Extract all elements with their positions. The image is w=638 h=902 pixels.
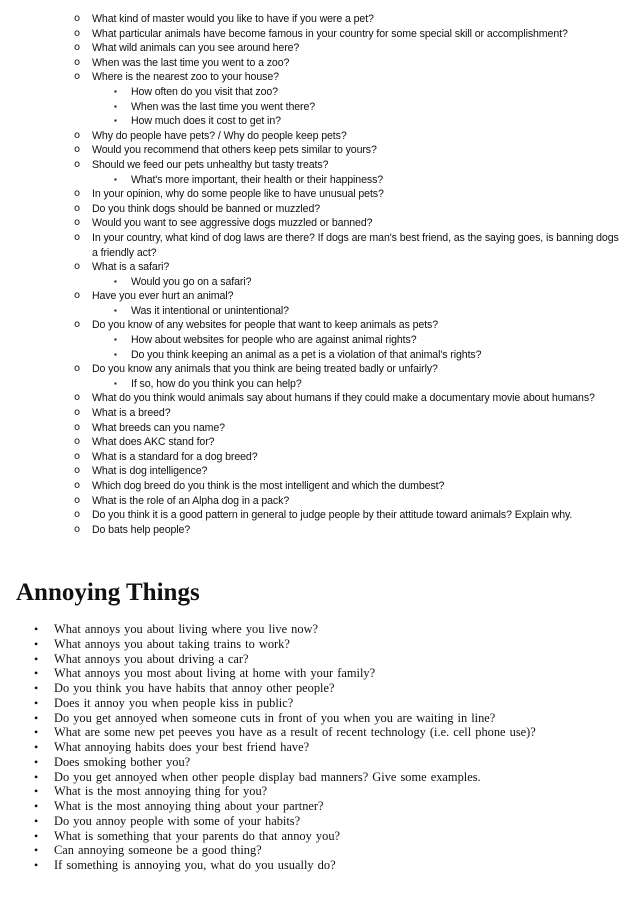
list-item <box>0 814 638 829</box>
dot-bullet-icon: • <box>34 784 39 799</box>
list-item <box>0 435 638 450</box>
annoying-question-text: What is something that your parents do that annoy you? <box>54 828 341 843</box>
question-text: In your opinion, why do some people like to have unusual pets? <box>92 188 384 201</box>
dot-bullet-icon: • <box>34 622 39 636</box>
dot-bullet-icon: • <box>34 710 39 725</box>
list-item <box>0 27 638 42</box>
square-bullet-icon: ▪ <box>114 378 117 388</box>
question-text: When was the last time you went to a zoo? <box>92 56 290 69</box>
dot-bullet-icon: • <box>34 813 39 828</box>
list-item <box>0 464 638 479</box>
list-item <box>0 143 638 158</box>
list-item <box>0 494 638 509</box>
question-list <box>0 12 638 537</box>
question-text: Should we feed our pets unhealthy but tasty treats? <box>92 158 329 171</box>
dot-bullet-icon: • <box>34 828 39 843</box>
list-item <box>0 696 638 711</box>
square-bullet-icon: ▪ <box>114 86 117 96</box>
circle-bullet-icon: o <box>74 158 81 170</box>
annoying-question-text: What is the most annoying thing about your partner? <box>54 799 324 813</box>
list-item <box>0 41 638 56</box>
question-text: Which dog breed do you think is the most intelligent and which the dumbest? <box>92 480 445 492</box>
list-item <box>0 622 638 637</box>
list-item <box>0 260 638 275</box>
sub-question-text: How about websites for people who are against animal rights? <box>131 334 417 347</box>
list-item <box>0 799 638 814</box>
list-item <box>0 523 638 538</box>
sub-question-text: Would you go on a safari? <box>131 275 252 288</box>
dot-bullet-icon: • <box>34 754 39 769</box>
sub-list-item <box>0 304 638 319</box>
list-item <box>0 12 638 27</box>
square-bullet-icon: ▪ <box>114 174 117 184</box>
square-bullet-icon: ▪ <box>114 349 117 359</box>
annoying-question-text: Does smoking bother you? <box>54 754 191 769</box>
question-text: What wild animals can you see around here? <box>92 42 300 55</box>
annoying-question-text: Does it annoy you when people kiss in public? <box>54 695 294 710</box>
sub-question-text: Was it intentional or unintentional? <box>131 304 289 317</box>
list-item <box>0 202 638 217</box>
question-text: Where is the nearest zoo to your house? <box>92 71 279 84</box>
dot-bullet-icon: • <box>34 740 39 754</box>
dot-bullet-icon: • <box>34 769 39 784</box>
question-text: What is a breed? <box>92 407 171 420</box>
question-text: What particular animals have become famous in your country for some special skill or accomplishment? <box>92 27 568 40</box>
annoying-question-text: Do you get annoyed when other people display bad manners? Give some examples. <box>54 769 481 784</box>
question-text: What kind of master would you like to have if you were a pet? <box>92 13 374 25</box>
annoying-question-text: What are some new pet peeves you have as a result of recent technology (i.e. cell phone use)? <box>54 725 536 740</box>
list-item <box>0 216 638 231</box>
annoying-question-text: Do you annoy people with some of your habits? <box>54 813 301 828</box>
sub-question-text: How much does it cost to get in? <box>131 115 281 128</box>
annoying-question-text: What is the most annoying thing for you? <box>54 784 268 799</box>
list-item <box>0 666 638 681</box>
circle-bullet-icon: o <box>74 363 81 375</box>
annoying-question-text: What annoying habits does your best friend have? <box>54 740 310 754</box>
list-item <box>0 858 638 873</box>
circle-bullet-icon: o <box>74 13 81 24</box>
sub-question-text: If so, how do you think you can help? <box>131 377 302 390</box>
list-item <box>0 652 638 667</box>
list-item <box>0 725 638 740</box>
dot-bullet-icon: • <box>34 666 39 681</box>
question-text: In your country, what kind of dog laws are there? If dogs are man's best friend, as the saying goes, is banning dogs a friendly act? <box>92 231 619 259</box>
sub-list-item <box>0 333 638 348</box>
sub-question-text: Do you think keeping an animal as a pet is a violation of that animal's rights? <box>131 348 482 361</box>
list-item <box>0 508 638 523</box>
question-text: Do bats help people? <box>92 523 191 536</box>
annoying-question-text: What annoys you most about living at home with your family? <box>54 666 376 681</box>
list-item <box>0 755 638 770</box>
list-item <box>0 362 638 377</box>
annoying-question-text: Do you think you have habits that annoy other people? <box>54 681 335 695</box>
question-text: Would you recommend that others keep pets similar to yours? <box>92 144 377 157</box>
sub-question-text: What's more important, their health or their happiness? <box>131 173 384 186</box>
list-item <box>0 406 638 421</box>
circle-bullet-icon: o <box>74 421 81 433</box>
circle-bullet-icon: o <box>74 217 81 229</box>
list-item <box>0 843 638 858</box>
dot-bullet-icon: • <box>34 799 39 813</box>
list-item <box>0 70 638 85</box>
question-text: Do you know any animals that you think are being treated badly or unfairly? <box>92 363 438 376</box>
list-item <box>0 637 638 652</box>
list-item <box>0 318 638 333</box>
dot-bullet-icon: • <box>34 695 39 710</box>
circle-bullet-icon: o <box>74 56 81 68</box>
list-item <box>0 681 638 696</box>
circle-bullet-icon: o <box>74 144 81 156</box>
annoying-question-text: What annoys you about living where you live now? <box>54 622 319 636</box>
list-item <box>0 56 638 71</box>
dot-bullet-icon: • <box>34 651 39 666</box>
list-item <box>0 479 638 494</box>
list-item <box>0 231 638 260</box>
circle-bullet-icon: o <box>74 494 81 506</box>
circle-bullet-icon: o <box>74 450 81 462</box>
list-item <box>0 158 638 173</box>
list-item <box>0 829 638 844</box>
question-text: What is a safari? <box>92 261 170 274</box>
square-bullet-icon: ▪ <box>114 305 117 315</box>
annoying-question-text: Do you get annoyed when someone cuts in front of you when you are waiting in line? <box>54 710 496 725</box>
annoying-question-text: If something is annoying you, what do you usually do? <box>54 858 336 872</box>
circle-bullet-icon: o <box>74 290 81 302</box>
list-item <box>0 450 638 465</box>
sub-question-text: How often do you visit that zoo? <box>131 85 278 98</box>
circle-bullet-icon: o <box>74 509 81 521</box>
question-text: Do you think it is a good pattern in general to judge people by their attitude toward animals? Explain why. <box>92 509 573 522</box>
annoying-question-text: What annoys you about taking trains to work? <box>54 636 290 651</box>
list-item <box>0 784 638 799</box>
circle-bullet-icon: o <box>74 480 81 491</box>
sub-question-text: When was the last time you went there? <box>131 100 316 113</box>
list-item <box>0 740 638 755</box>
list-item <box>0 289 638 304</box>
list-item <box>0 421 638 436</box>
question-text: Would you want to see aggressive dogs muzzled or banned? <box>92 217 373 230</box>
list-item <box>0 391 638 406</box>
square-bullet-icon: ▪ <box>114 335 117 345</box>
dot-bullet-icon: • <box>34 681 39 695</box>
question-text: Why do people have pets? / Why do people keep pets? <box>92 129 347 142</box>
sub-list-item <box>0 173 638 188</box>
sub-list-item <box>0 100 638 115</box>
question-text: What is the role of an Alpha dog in a pack? <box>92 494 290 507</box>
sub-list-item <box>0 275 638 290</box>
circle-bullet-icon: o <box>74 231 81 243</box>
circle-bullet-icon: o <box>74 407 81 419</box>
sub-list-item <box>0 377 638 392</box>
square-bullet-icon: ▪ <box>114 276 117 286</box>
circle-bullet-icon: o <box>74 319 81 331</box>
question-text: Have you ever hurt an animal? <box>92 290 234 303</box>
sub-list-item <box>0 85 638 100</box>
annoying-question-text: Can annoying someone be a good thing? <box>54 843 262 858</box>
dot-bullet-icon: • <box>34 858 39 872</box>
circle-bullet-icon: o <box>74 188 81 200</box>
question-text: What breeds can you name? <box>92 421 225 434</box>
circle-bullet-icon: o <box>74 202 81 214</box>
question-text: What is a standard for a dog breed? <box>92 450 258 463</box>
question-text: Do you think dogs should be banned or muzzled? <box>92 202 321 215</box>
square-bullet-icon: ▪ <box>114 101 117 111</box>
square-bullet-icon: ▪ <box>114 116 117 126</box>
list-item <box>0 129 638 144</box>
question-text: What do you think would animals say about humans if they could make a documentary movie about humans? <box>92 392 595 405</box>
question-text: What does AKC stand for? <box>92 436 215 449</box>
list-item <box>0 711 638 726</box>
list-item <box>0 770 638 785</box>
circle-bullet-icon: o <box>74 27 81 39</box>
circle-bullet-icon: o <box>74 523 81 535</box>
list-item <box>0 187 638 202</box>
circle-bullet-icon: o <box>74 261 81 273</box>
circle-bullet-icon: o <box>74 436 81 448</box>
dot-bullet-icon: • <box>34 843 39 858</box>
circle-bullet-icon: o <box>74 465 81 477</box>
dot-bullet-icon: • <box>34 636 39 651</box>
annoying-question-text: What annoys you about driving a car? <box>54 651 249 666</box>
circle-bullet-icon: o <box>74 71 81 83</box>
sub-list-item <box>0 348 638 363</box>
question-text: Do you know of any websites for people that want to keep animals as pets? <box>92 319 439 332</box>
circle-bullet-icon: o <box>74 392 81 404</box>
sub-list-item <box>0 114 638 129</box>
annoying-things-list <box>0 622 638 873</box>
circle-bullet-icon: o <box>74 129 81 141</box>
circle-bullet-icon: o <box>74 42 81 54</box>
question-text: What is dog intelligence? <box>92 465 208 478</box>
dot-bullet-icon: • <box>34 725 39 740</box>
section-heading: Annoying Things <box>16 579 200 606</box>
